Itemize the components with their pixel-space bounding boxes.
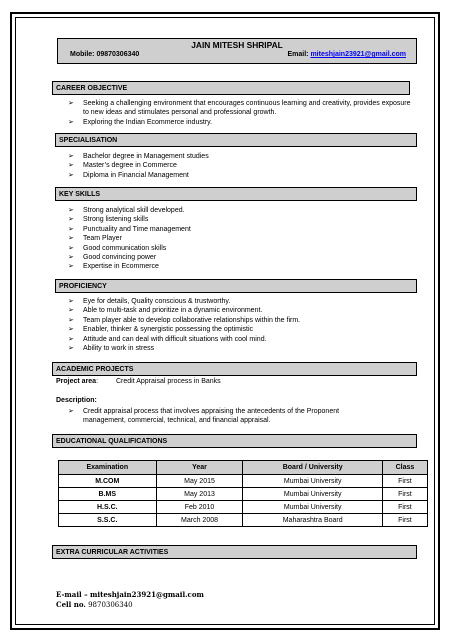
table-cell: Mumbai University	[243, 475, 382, 488]
footer-cell-number: 9870306340	[85, 601, 133, 609]
table-cell: May 2013	[156, 488, 243, 501]
table-row	[59, 475, 428, 488]
table-cell: Maharashtra Board	[243, 514, 382, 527]
arrow-bullet-icon: ➢	[68, 307, 74, 315]
arrow-bullet-icon: ➢	[68, 263, 74, 271]
footer-contact	[56, 590, 204, 610]
list-item: ➢ Ability to work in stress	[68, 345, 155, 353]
list-item: ➢ Master’s degree in Commerce	[68, 162, 177, 170]
table-row	[59, 514, 428, 527]
project-area-label: Project area	[56, 378, 97, 385]
list-item: ➢ Enabler, thinker & synergistic possessing the optimistic	[68, 326, 254, 334]
table-cell: Feb 2010	[156, 501, 243, 514]
table-cell: H.S.C.	[59, 501, 157, 514]
table-cell: B.MS	[59, 488, 157, 501]
section-extra-curricular: EXTRA CURRICULAR ACTIVITIES	[52, 545, 417, 559]
list-item: ➢ Punctuality and Time management	[68, 225, 191, 233]
table-cell: M.COM	[59, 475, 157, 488]
arrow-bullet-icon: ➢	[68, 345, 74, 353]
project-area: Project area:	[56, 378, 99, 385]
arrow-bullet-icon: ➢	[68, 298, 74, 305]
candidate-name: JAIN MITESH SHRIPAL	[191, 40, 283, 50]
arrow-bullet-icon: ➢	[68, 408, 74, 415]
list-item: ➢ Attitude and can deal with difficult situations with cool mind.	[68, 335, 267, 343]
career-objective-list	[68, 99, 418, 127]
email-link[interactable]: miteshjain23921@gmail.com	[310, 51, 406, 58]
mobile-number: Mobile: 09870306340	[70, 51, 140, 58]
list-item: ➢ Eye for details, Quality conscious & trustworthy.	[68, 298, 231, 305]
column-header: Class	[382, 461, 427, 475]
email-label: Email:	[287, 51, 311, 58]
list-item: ➢ Team player able to develop collaborative relationships within the firm.	[68, 316, 301, 324]
table-cell: May 2015	[156, 475, 243, 488]
arrow-bullet-icon: ➢	[68, 100, 74, 107]
arrow-bullet-icon: ➢	[68, 244, 74, 252]
arrow-bullet-icon: ➢	[68, 316, 74, 324]
key-skills-list	[68, 206, 418, 272]
proficiency-list	[68, 297, 418, 353]
list-item: ➢ Strong analytical skill developed.	[68, 207, 185, 214]
table-cell: First	[382, 514, 427, 527]
list-item: ➢ Team Player	[68, 235, 122, 243]
arrow-bullet-icon: ➢	[68, 225, 74, 233]
arrow-bullet-icon: ➢	[68, 162, 74, 170]
arrow-bullet-icon: ➢	[68, 153, 74, 160]
specialisation-list	[68, 152, 418, 180]
table-cell: March 2008	[156, 514, 243, 527]
table-row	[59, 488, 428, 501]
footer-cell: Cell no. 9870306340	[56, 600, 133, 609]
section-specialisation: SPECIALISATION	[55, 133, 417, 147]
arrow-bullet-icon: ➢	[68, 216, 74, 224]
project-description-list	[68, 407, 368, 426]
footer-email-address[interactable]: miteshjain23921@gmail.com	[90, 590, 204, 599]
list-item: ➢ Diploma in Financial Management	[68, 171, 189, 179]
section-academic-projects: ACADEMIC PROJECTS	[52, 362, 417, 376]
arrow-bullet-icon: ➢	[68, 171, 74, 179]
list-item: ➢ Good communication skills	[68, 244, 167, 252]
list-item: ➢ Able to multi-task and prioritize in a dynamic environment.	[68, 307, 263, 315]
footer-email: E-mail – miteshjain23921@gmail.com	[56, 590, 204, 599]
column-header: Examination	[59, 461, 157, 475]
column-header: Board / University	[243, 461, 382, 475]
arrow-bullet-icon: ➢	[68, 335, 74, 343]
arrow-bullet-icon: ➢	[68, 326, 74, 334]
table-cell: First	[382, 475, 427, 488]
table-cell: First	[382, 501, 427, 514]
table-cell: Mumbai University	[243, 501, 382, 514]
list-item: ➢ Strong listening skills	[68, 216, 149, 224]
resume-header	[57, 38, 417, 64]
arrow-bullet-icon: ➢	[68, 254, 74, 262]
list-item: ➢ Credit appraisal process that involves appraising the antecedents of the Proponent management, commercial, technical, and financial appraisal.	[68, 408, 340, 425]
education-table	[58, 460, 428, 527]
arrow-bullet-icon: ➢	[68, 118, 74, 126]
arrow-bullet-icon: ➢	[68, 207, 74, 214]
section-career-objective: CAREER OBJECTIVE	[52, 81, 410, 95]
section-proficiency: PROFICIENCY	[55, 279, 417, 293]
table-row	[59, 501, 428, 514]
table-header-row	[59, 461, 428, 475]
table-cell: First	[382, 488, 427, 501]
section-educational-qualifications: EDUCATIONAL QUALIFICATIONS	[52, 434, 417, 448]
list-item: ➢ Good convincing power	[68, 254, 157, 262]
list-item: ➢ Seeking a challenging environment that encourages continuous learning and creativity, provides exposure to new ideas and stimulates personal and professional growth.	[68, 100, 411, 117]
list-item: ➢ Bachelor degree in Management studies	[68, 153, 209, 160]
column-header: Year	[156, 461, 243, 475]
description-label: Description:	[56, 397, 97, 404]
project-area-value: Credit Appraisal process in Banks	[116, 378, 221, 385]
table-cell: S.S.C.	[59, 514, 157, 527]
list-item: ➢ Expertise in Ecommerce	[68, 263, 159, 271]
arrow-bullet-icon: ➢	[68, 235, 74, 243]
table-cell: Mumbai University	[243, 488, 382, 501]
list-item: ➢ Exploring the Indian Ecommerce industry.	[68, 118, 213, 126]
header-email	[288, 51, 407, 58]
section-key-skills: KEY SKILLS	[55, 187, 417, 201]
